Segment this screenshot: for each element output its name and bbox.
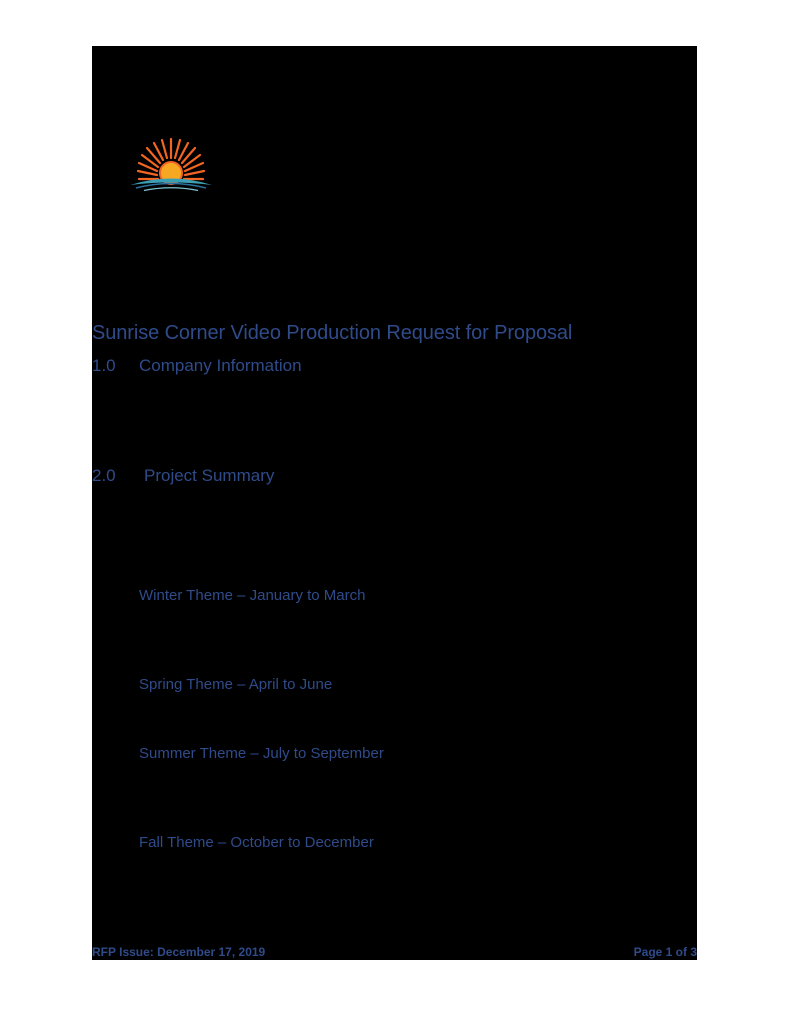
theme-winter: Winter Theme – January to March xyxy=(139,587,366,604)
footer-page-number: Page 1 of 3 xyxy=(633,945,697,959)
footer-issue-date: RFP Issue: December 17, 2019 xyxy=(92,945,266,959)
section-title: Company Information xyxy=(139,356,302,375)
theme-fall: Fall Theme – October to December xyxy=(139,834,374,851)
theme-summer: Summer Theme – July to September xyxy=(139,745,384,762)
section-number: 1.0 xyxy=(92,356,116,375)
sunrise-logo-icon xyxy=(126,134,216,196)
document-title: Sunrise Corner Video Production Request for Proposal xyxy=(92,322,573,344)
section-number: 2.0 xyxy=(92,466,116,485)
section-heading-project-summary xyxy=(92,466,275,486)
section-heading-company-information xyxy=(92,356,302,376)
theme-spring: Spring Theme – April to June xyxy=(139,676,333,693)
section-title: Project Summary xyxy=(144,466,275,485)
